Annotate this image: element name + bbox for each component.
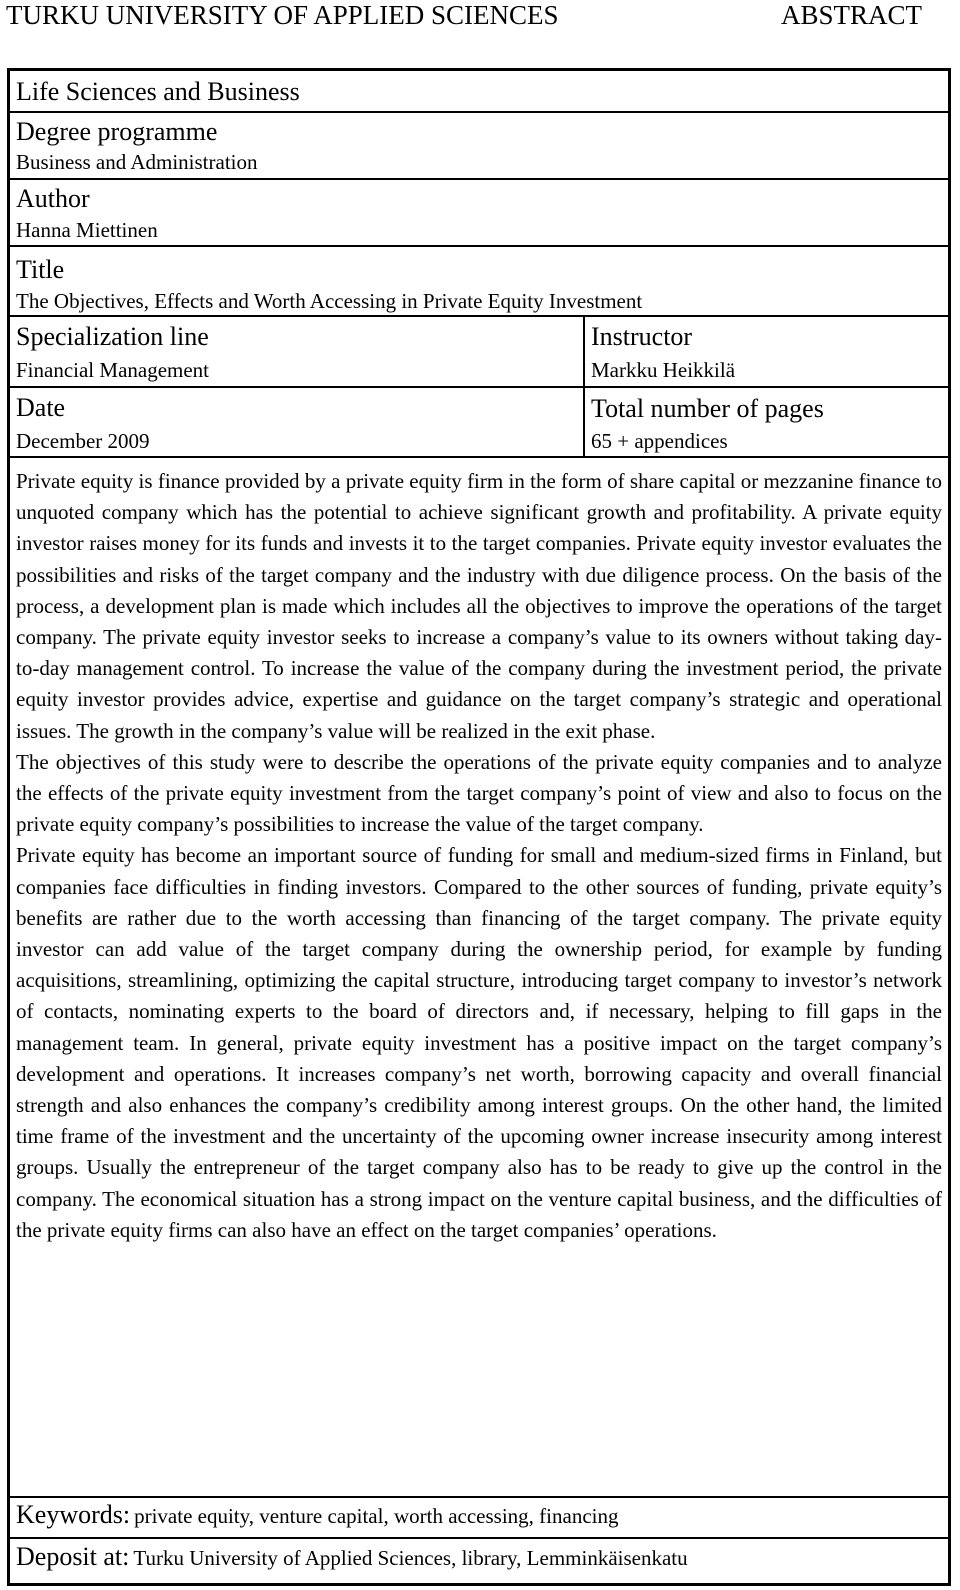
faculty-value: Life Sciences and Business: [16, 77, 300, 106]
pages-value: 65 + appendices: [591, 429, 728, 453]
abstract-text: [16, 466, 942, 1246]
degree-value: Business and Administration: [16, 150, 258, 174]
specialization-label: Specialization line: [16, 322, 209, 351]
title-label: Title: [16, 255, 65, 284]
instructor-value: Markku Heikkilä: [591, 358, 736, 382]
specialization-value: Financial Management: [16, 358, 210, 382]
deposit-label: Deposit at:: [16, 1542, 130, 1571]
abstract-paragraph: Private equity has become an important source of funding for small and medium-sized firms in Finland, but companies face difficulties in finding investors. Compared to the other sources of funding, private equity’s benefits are rather due to the worth accessing than financing of the target company. The private equity investor can add value of the target company during the ownership period, for example by funding acquisitions, streamlining, optimizing the capital structure, introducing target company to investor’s network of contacts, nominating experts to the board of directors and, if necessary, helping to fill gaps in the management team. In general, private equity investment has a positive impact on the target company’s development and operations. It increases company’s net worth, borrowing capacity and overall financial strength and also enhances the company’s credibility among interest groups. On the other hand, the limited time frame of the investment and the uncertainty of the upcoming owner increase insecurity among interest groups. Usually the entrepreneur of the target company also has to be ready to give up the control in the company. The economical situation has a strong impact on the venture capital business, and the difficulties of the private equity firms can also have an effect on the target companies’ operations.: [16, 843, 942, 1242]
specialization-instructor-row: [10, 317, 948, 388]
deposit: [16, 1542, 688, 1572]
abstract-form: [7, 68, 951, 1586]
deposit-value: Turku University of Applied Sciences, library, Lemminkäisenkatu: [133, 1546, 688, 1570]
column-divider: [583, 317, 585, 386]
keywords-label: Keywords:: [16, 1500, 131, 1529]
degree-row: [10, 113, 948, 180]
abstract-paragraph: Private equity is finance provided by a private equity firm in the form of share capital or mezzanine finance to unquoted company which has the potential to achieve significant growth and profitability. A private equity investor raises money for its funds and invests it to the target companies. Private equity investor evaluates the possibilities and risks of the target company and the industry with due diligence process. On the basis of the process, a development plan is made which includes all the objectives to improve the operations of the target company. The private equity investor seeks to increase a company’s value to its owners without taking day-to-day management control. To increase the value of the company during the investment period, the private equity investor provides advice, expertise and guidance on the target company’s strategic and operational issues. The growth in the company’s value will be realized in the exit phase.: [16, 469, 942, 743]
title-row: [10, 247, 948, 317]
degree-label: Degree programme: [16, 117, 218, 146]
faculty-row: [10, 71, 948, 113]
date-label: Date: [16, 393, 66, 422]
keywords-value: private equity, venture capital, worth accessing, financing: [134, 1504, 619, 1528]
document-type: ABSTRACT: [780, 0, 922, 30]
author-row: [10, 180, 948, 247]
author-value: Hanna Miettinen: [16, 218, 158, 242]
date-value: December 2009: [16, 429, 150, 453]
page-header: [0, 0, 960, 36]
keywords-row: [10, 1498, 948, 1539]
abstract-section: [10, 458, 948, 1498]
institution-name: TURKU UNIVERSITY OF APPLIED SCIENCES: [6, 0, 559, 30]
column-divider: [583, 388, 585, 456]
deposit-row: [10, 1539, 948, 1583]
abstract-paragraph: The objectives of this study were to describe the operations of the private equity companies and to analyze the effects of the private equity investment from the target company’s point of view and also to focus on the private equity company’s possibilities to increase the value of the target company.: [16, 749, 942, 837]
author-label: Author: [16, 184, 90, 213]
title-value: The Objectives, Effects and Worth Accessing in Private Equity Investment: [16, 289, 643, 313]
instructor-label: Instructor: [591, 322, 693, 351]
date-pages-row: [10, 388, 948, 458]
keywords: [16, 1500, 618, 1530]
pages-label: Total number of pages: [591, 394, 824, 423]
